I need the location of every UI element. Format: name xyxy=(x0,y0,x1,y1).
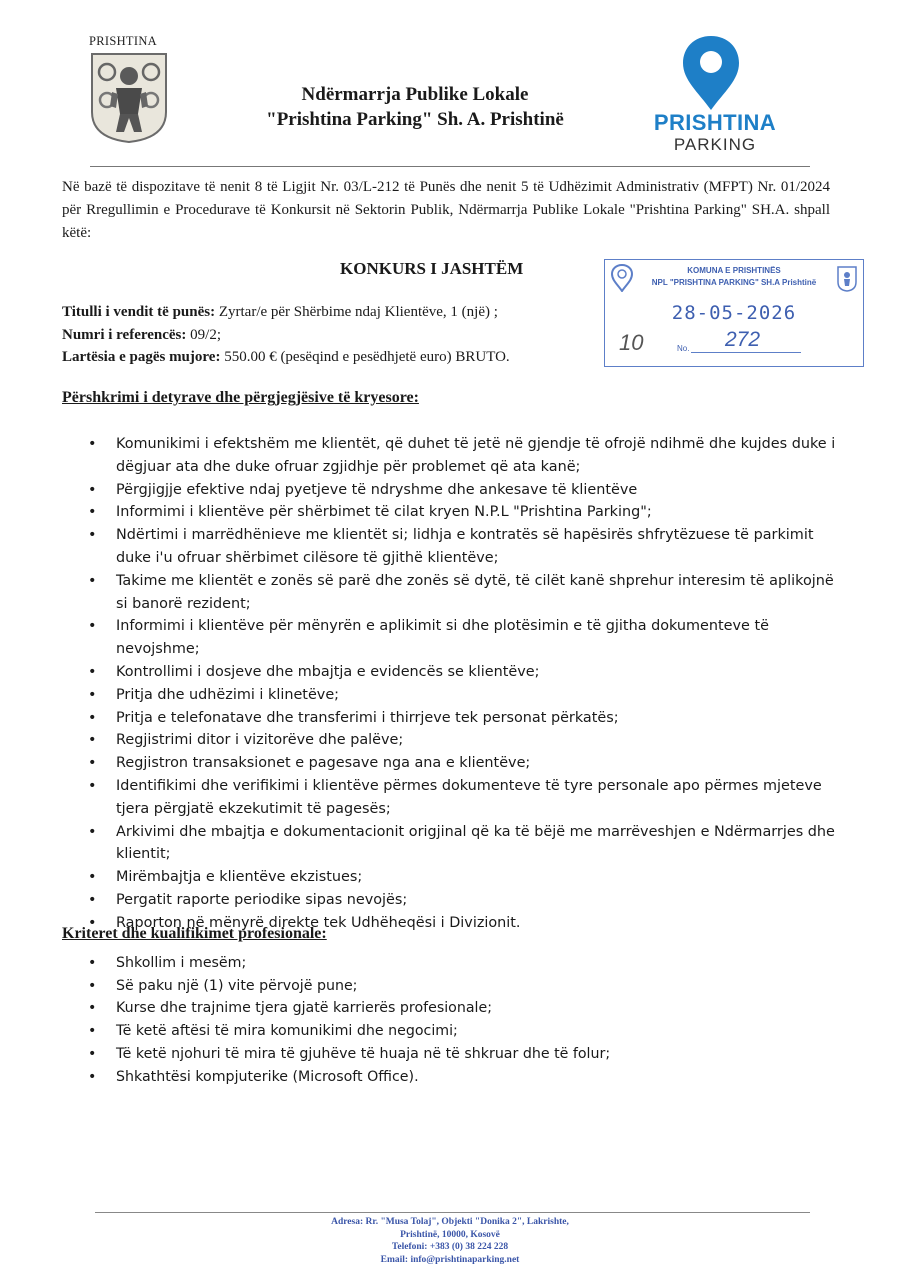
footer-city: Prishtinë, 10000, Kosovë xyxy=(400,1229,500,1240)
document-heading: KONKURS I JASHTËM xyxy=(340,259,524,278)
list-item: • Mirëmbajtja e klientëve ekzistues; xyxy=(88,866,836,889)
criteria-list xyxy=(88,952,836,1088)
list-item: • Takime me klientët e zonës së parë dhe zonës së dytë, të cilët kanë shprehur interesim të aplikojnë si banorë rezident; xyxy=(88,570,836,616)
footer-email[interactable]: Email: info@prishtinaparking.net xyxy=(380,1254,520,1265)
list-item: • Të ketë aftësi të mira komunikimi dhe negocimi; xyxy=(88,1020,836,1043)
salary-row xyxy=(62,346,510,369)
list-item: • Raporton në mënyrë direkte tek Udhëheqësi i Divizionit. xyxy=(88,912,836,935)
map-pin-icon xyxy=(680,34,742,112)
intro-paragraph: Në bazë të dispozitave të nenit 8 të Ligjit Nr. 03/L-212 të Punës dhe nenit 5 të Udhëzimit Administrativ (MFPT) Nr. 01/2024 për Rregullimin e Procedurave të Konkursit në Sektorin Publik, Ndërmarrja Publike Lokale "Prishtina Parking" SH.A. shpall këtë: xyxy=(62,179,830,241)
logo-subtitle: PARKING xyxy=(673,135,757,154)
list-item: • Pergatit raporte periodike sipas nevojës; xyxy=(88,889,836,912)
list-item: • Shkollim i mesëm; xyxy=(88,952,836,975)
stamp-handwritten-mark: 10 xyxy=(619,330,644,355)
footer-address: Adresa: Rr. "Musa Tolaj", Objekti "Donika 2", Lakrishte, xyxy=(331,1217,569,1227)
header-divider xyxy=(90,166,810,167)
list-item: • Informimi i klientëve për mënyrën e aplikimit si dhe plotësimin e të gjitha dokumenteve të nevojshme; xyxy=(88,615,836,661)
prishtina-parking-logo xyxy=(640,34,790,164)
stamp-number-line xyxy=(691,352,801,353)
duties-section-title: Përshkrimi i detyrave dhe përgjegjësive të kryesore: xyxy=(62,389,419,406)
criteria-section-title: Kriteret dhe kualifikimet profesionale: xyxy=(62,925,327,942)
list-item: • Informimi i klientëve për shërbimet të cilat kryen N.P.L "Prishtina Parking"; xyxy=(88,501,836,524)
salary-value: 550.00 € (pesëqind e pesëdhjetë euro) BRUTO. xyxy=(220,349,510,365)
list-item: • Regjistrimi ditor i vizitorëve dhe palëve; xyxy=(88,729,836,752)
job-title-row xyxy=(62,301,510,324)
stamp-line-2: NPL "PRISHTINA PARKING" SH.A Prishtinë xyxy=(651,278,817,287)
list-item: • Së paku një (1) vite përvojë pune; xyxy=(88,975,836,998)
crest-label: PRISHTINA xyxy=(89,34,157,48)
list-item: • Identifikimi dhe verifikimi i klientëve përmes dokumenteve të tyre personale apo përmes mjeteve tjera përgjatë ekzekutimit të pagesës; xyxy=(88,775,836,821)
salary-label: Lartësia e pagës mujore: xyxy=(62,349,221,365)
logo-name: PRISHTINA xyxy=(653,110,777,135)
footer-phone: Telefoni: +383 (0) 38 224 228 xyxy=(391,1242,509,1252)
city-crest-emblem xyxy=(90,52,168,144)
duties-list xyxy=(88,433,836,935)
list-item: • Pritja dhe udhëzimi i klinetëve; xyxy=(88,684,836,707)
organization-name xyxy=(235,82,595,132)
list-item: • Komunikimi i efektshëm me klientët, që duhet të jetë në gjendje të ofrojë ndihmë dhe kujdes duke i dëgjuar ata dhe duke ofruar zgjidhje për problemet që ata kanë; xyxy=(88,433,836,479)
list-item: • Kurse dhe trajnime tjera gjatë karrierës profesionale; xyxy=(88,997,836,1020)
list-item: • Të ketë njohuri të mira të gjuhëve të huaja në të shkruar dhe të folur; xyxy=(88,1043,836,1066)
reference-value: 09/2; xyxy=(186,326,221,343)
registry-stamp xyxy=(604,259,864,367)
list-item: • Pritja e telefonatave dhe transferimi i thirrjeve tek personat përkatës; xyxy=(88,707,836,730)
job-meta xyxy=(62,301,510,369)
job-title-value: Zyrtar/e për Shërbime ndaj Klientëve, 1 (një) ; xyxy=(215,304,498,320)
reference-label: Numri i referencës: xyxy=(62,326,187,343)
stamp-number: 272 xyxy=(725,328,761,351)
org-line-2: "Prishtina Parking" Sh. A. Prishtinë xyxy=(266,109,564,130)
list-item: • Ndërtimi i marrëdhënieve me klientët si; lidhja e kontratës së hapësirës shfrytëzuese të parkimit duke i'u ofruar shërbimet cilësore të gjithë klientëve; xyxy=(88,524,836,570)
list-item: • Arkivimi dhe mbajtja e dokumentacionit origjinal që ka të bëjë me marrëveshjen e Ndërmarrjes dhe klientit; xyxy=(88,821,836,867)
job-title-label: Titulli i vendit të punës: xyxy=(62,304,216,320)
footer-divider xyxy=(95,1212,810,1213)
reference-row xyxy=(62,324,510,347)
stamp-date: 28-05-2026 xyxy=(671,302,797,324)
stamp-line-1: KOMUNA E PRISHTINËS xyxy=(687,266,781,275)
org-line-1: Ndërmarrja Publike Lokale xyxy=(301,84,529,105)
list-item: • Përgjigjje efektive ndaj pyetjeve të ndryshme dhe ankesave të klientëve xyxy=(88,479,836,502)
list-item: • Regjistron transaksionet e pagesave nga ana e klientëve; xyxy=(88,752,836,775)
list-item: • Shkathtësi kompjuterike (Microsoft Office). xyxy=(88,1066,836,1089)
stamp-number-label: No. xyxy=(677,344,690,353)
list-item: • Kontrollimi i dosjeve dhe mbajtja e evidencës se klientëve; xyxy=(88,661,836,684)
footer-contact xyxy=(260,1216,640,1266)
